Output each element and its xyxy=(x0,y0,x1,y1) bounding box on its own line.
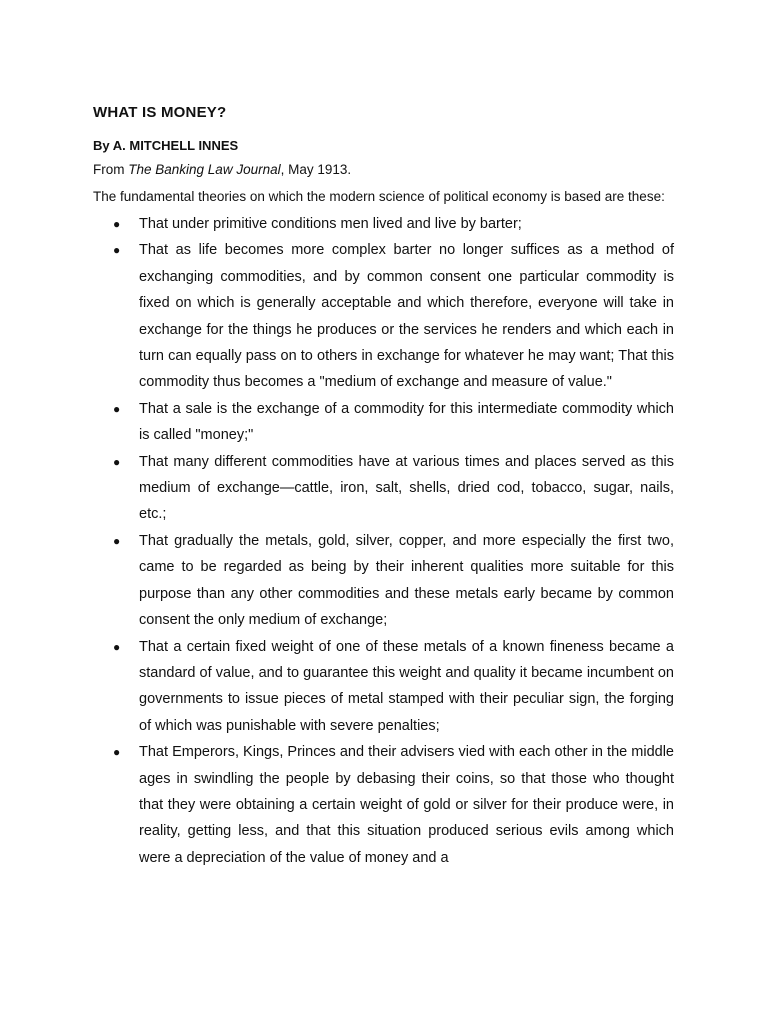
bullet-icon: ● xyxy=(113,454,121,469)
bullet-icon: ● xyxy=(113,401,121,416)
list-item-text: That as life becomes more complex barter no longer suffices as a method of exchanging commodities, and by common consent one particular commodity is fixed on which is generally acceptable and which therefore, everyone will take in exchange for the things he produces or the services he renders and which each in turn can equally pass on to others in exchange for whatever he may want; That this commodity thus becomes a "medium of exchange and measure of value." xyxy=(139,242,674,391)
list-item xyxy=(93,396,674,449)
source-suffix: , May 1913. xyxy=(280,162,352,177)
author-byline: By A. MITCHELL INNES xyxy=(93,138,239,153)
list-item xyxy=(93,237,674,395)
bullet-icon: ● xyxy=(113,243,121,258)
list-item-text: That under primitive conditions men lived and live by barter; xyxy=(139,216,522,232)
document-title: WHAT IS MONEY? xyxy=(93,104,227,121)
source-line xyxy=(93,161,674,179)
source-journal: The Banking Law Journal xyxy=(128,162,281,177)
list-item xyxy=(93,449,674,528)
list-item xyxy=(93,634,674,740)
list-item-text: That a sale is the exchange of a commodity for this intermediate commodity which is called "money;" xyxy=(139,400,674,444)
list-item-text: That gradually the metals, gold, silver, copper, and more especially the first two, came to be regarded as being by their inherent qualities more suitable for this purpose than any other commodities and these metals early became by common consent the only medium of exchange; xyxy=(139,532,674,629)
list-item-text: That a certain fixed weight of one of these metals of a known fineness became a standard of value, and to guarantee this weight and quality it became incumbent on governments to issue pieces of metal stamped with their peculiar sign, the forging of which was punishable with severe penalties; xyxy=(139,638,674,734)
bullet-icon: ● xyxy=(113,639,121,654)
intro-paragraph: The fundamental theories on which the modern science of political economy is based are these: xyxy=(93,189,665,204)
list-item-text: That many different commodities have at various times and places served as this medium of exchange—cattle, iron, salt, shells, dried cod, tobacco, sugar, nails, etc.; xyxy=(139,453,674,523)
bullet-icon: ● xyxy=(113,745,121,760)
list-item xyxy=(93,739,674,871)
bullet-icon: ● xyxy=(113,533,121,548)
list-item xyxy=(93,528,674,634)
source-prefix: From xyxy=(93,162,129,177)
list-item xyxy=(93,211,674,237)
bullet-list xyxy=(93,211,674,871)
bullet-icon: ● xyxy=(113,217,121,231)
document-page xyxy=(93,104,674,871)
list-item-text: That Emperors, Kings, Princes and their advisers vied with each other in the middle ages in swindling the people by debasing their coins, so that those who thought that they were obtaining a certain weight of gold or silver for their produce were, in reality, getting less, and that this situation produced serious evils among which were a depreciation of the value of money and a xyxy=(139,744,674,866)
